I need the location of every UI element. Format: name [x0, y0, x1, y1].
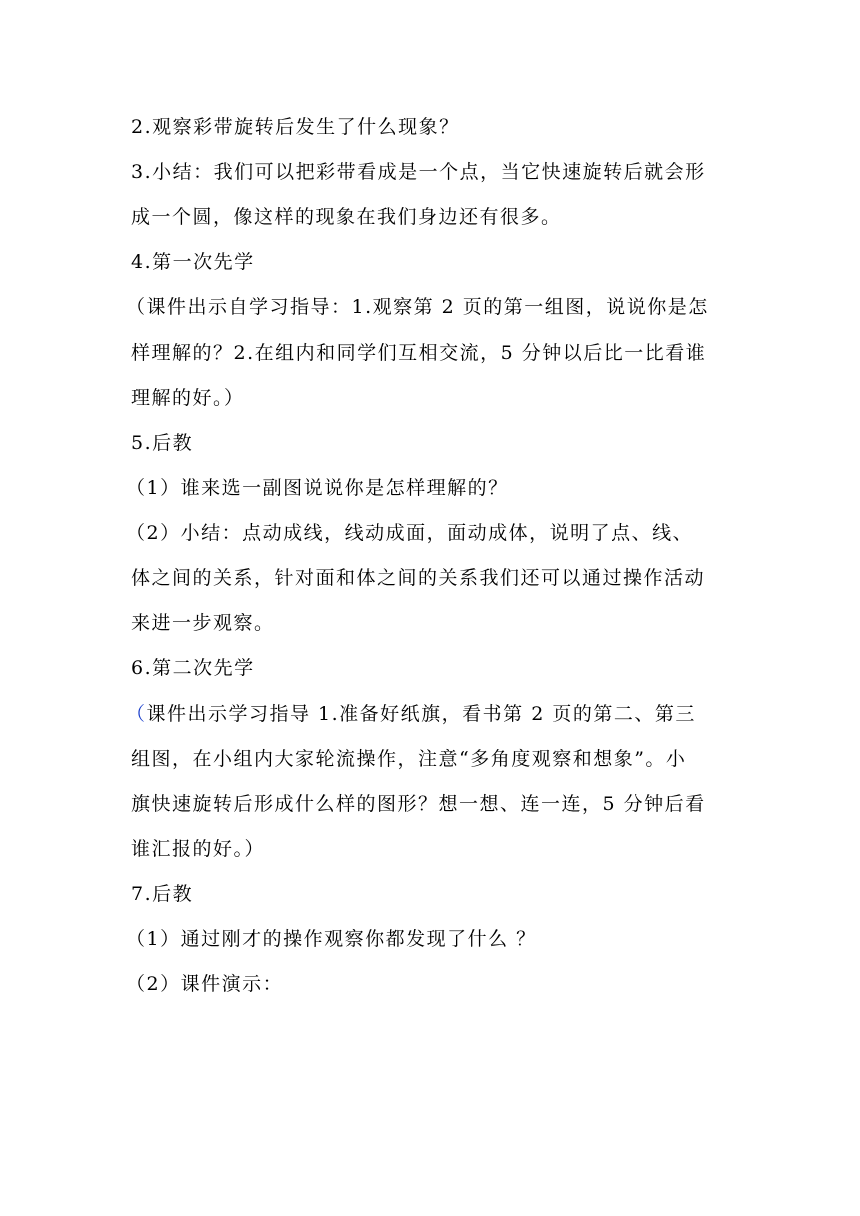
line-4-heading: 4.第一次先学 [131, 251, 255, 273]
line-3-summary-cont: 成一个圆，像这样的现象在我们身边还有很多。 [131, 206, 562, 228]
line-4-instruction: （课件出示自学习指导：1.观察第 2 页的第一组图，说说你是怎 [126, 296, 709, 318]
line-4-instruction-end: 理解的好。） [131, 387, 245, 409]
line-5-item-2-cont: 体之间的关系，针对面和体之间的关系我们还可以通过操作活动 [131, 567, 706, 589]
line-5-item-1: （1）谁来选一副图说说你是怎样理解的？ [126, 477, 509, 499]
line-5-item-2-end: 来进一步观察。 [131, 612, 275, 634]
line-4-instruction-cont: 样理解的？2.在组内和同学们互相交流，5 分钟以后比一比看谁 [131, 342, 707, 364]
line-6-instruction-cont: 组图，在小组内大家轮流操作，注意“多角度观察和想象”。小 [131, 748, 687, 770]
line-7-item-2: （2）课件演示： [126, 973, 284, 995]
line-6-instruction [126, 701, 726, 727]
line-7-item-1: （1）通过刚才的操作观察你都发现了什么 ？ [126, 928, 537, 950]
open-paren-blue: （ [126, 703, 147, 725]
line-6-instruction-cont2: 旗快速旋转后形成什么样的图形？想一想、连一连，5 分钟后看 [131, 793, 706, 815]
line-6-heading: 6.第二次先学 [131, 657, 255, 679]
line-7-heading: 7.后教 [131, 883, 194, 905]
line-5-heading: 5.后教 [131, 432, 194, 454]
line-2-question: 2.观察彩带旋转后发生了什么现象？ [131, 116, 460, 138]
line-6-instruction-text: 课件出示学习指导 1.准备好纸旗，看书第 2 页的第二、第三 [146, 703, 696, 725]
line-3-summary: 3.小结：我们可以把彩带看成是一个点，当它快速旋转后就会形 [131, 161, 706, 183]
line-6-instruction-end: 谁汇报的好。） [131, 838, 266, 860]
line-5-item-2: （2）小结：点动成线，线动成面，面动成体，说明了点、线、 [126, 522, 694, 544]
